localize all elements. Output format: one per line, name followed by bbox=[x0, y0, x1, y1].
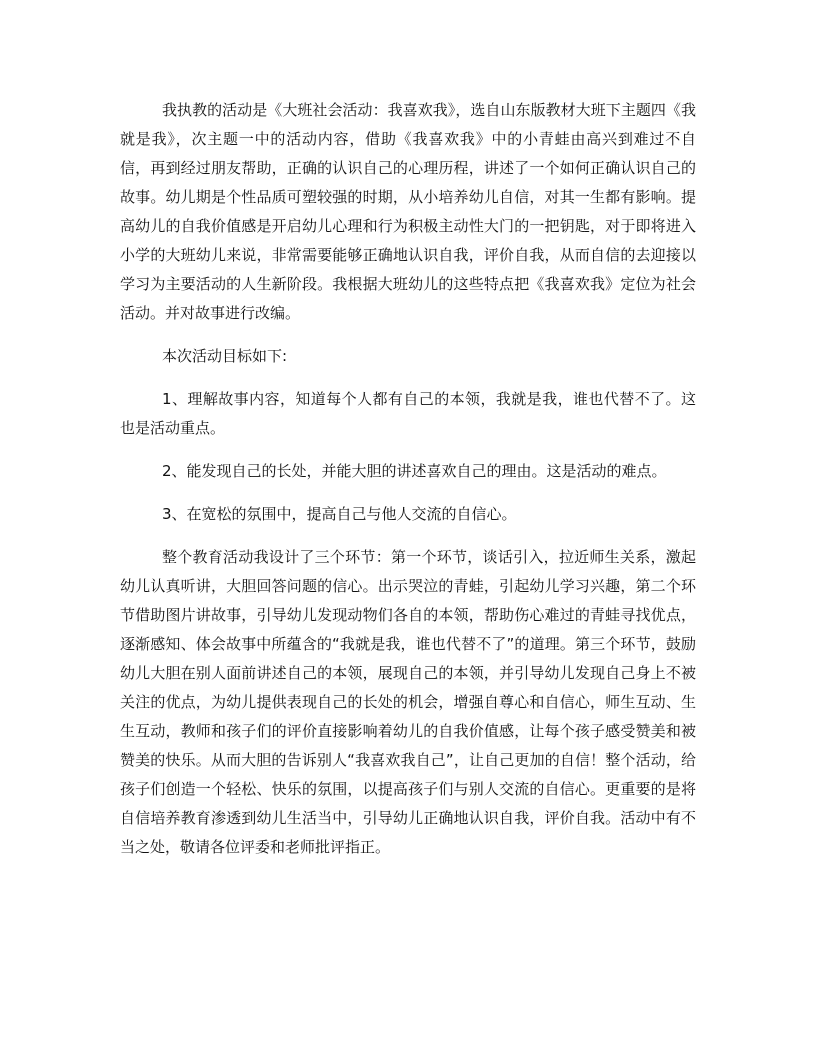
paragraph-gap bbox=[120, 328, 696, 342]
paragraph-goal-2: 2、能发现自己的长处，并能大胆的讲述喜欢自己的理由。这是活动的难点。 bbox=[162, 462, 667, 480]
paragraph-goals-heading: 本次活动目标如下: bbox=[162, 347, 288, 365]
document-page bbox=[120, 96, 696, 862]
paragraph-gap bbox=[120, 529, 696, 543]
paragraph-gap bbox=[120, 486, 696, 500]
paragraph-intro: 我执教的活动是《大班社会活动：我喜欢我》，选自山东版教材大班下主题四《我就是我》，次主题一中的活动内容，借助《我喜欢我》中的小青蛙由高兴到难过不自信，再到经过朋友帮助，正确的认识自己的心理历程，讲述了一个如何正确认识自己的故事。幼儿期是个性品质可塑较强的时期，从小培养幼儿自信，对其一生都有影响。提高幼儿的自我价值感是开启幼儿心理和行为积极主动性大门的一把钥匙，对于即将进入小学的大班幼儿来说，非常需要能够正确地认识自我，评价自我，从而自信的去迎接以学习为主要活动的人生新阶段。我根据大班幼儿的这些特点把《我喜欢我》定位为社会活动。并对故事进行改编。 bbox=[120, 101, 696, 322]
paragraph-gap bbox=[120, 443, 696, 457]
paragraph-goal-1: 1、理解故事内容，知道每个人都有自己的本领，我就是我，谁也代替不了。这也是活动重点。 bbox=[120, 390, 696, 437]
paragraph-activity-design: 整个教育活动我设计了三个环节：第一个环节，谈话引入，拉近师生关系，激起幼儿认真听讲，大胆回答问题的信心。出示哭泣的青蛙，引起幼儿学习兴趣，第二个环节借助图片讲故事，引导幼儿发现动物们各自的本领，帮助伤心难过的青蛙寻找优点，逐渐感知、体会故事中所蕴含的“我就是我，谁也代替不了”的道理。第三个环节，鼓励幼儿大胆在别人面前讲述自己的本领，展现自己的本领，并引导幼儿发现自己身上不被关注的优点，为幼儿提供表现自己的长处的机会，增强自尊心和自信心，师生互动、生生互动，教师和孩子们的评价直接影响着幼儿的自我价值感，让每个孩子感受赞美和被赞美的快乐。从而大胆的告诉别人“我喜欢我自己”，让自己更加的自信！整个活动，给孩子们创造一个轻松、快乐的氛围，以提高孩子们与别人交流的自信心。更重要的是将自信培养教育渗透到幼儿生活当中，引导幼儿正确地认识自我，评价自我。活动中有不当之处，敬请各位评委和老师批评指正。 bbox=[120, 548, 696, 856]
paragraph-goal-3: 3、在宽松的氛围中，提高自己与他人交流的自信心。 bbox=[162, 505, 517, 523]
paragraph-gap bbox=[120, 371, 696, 385]
